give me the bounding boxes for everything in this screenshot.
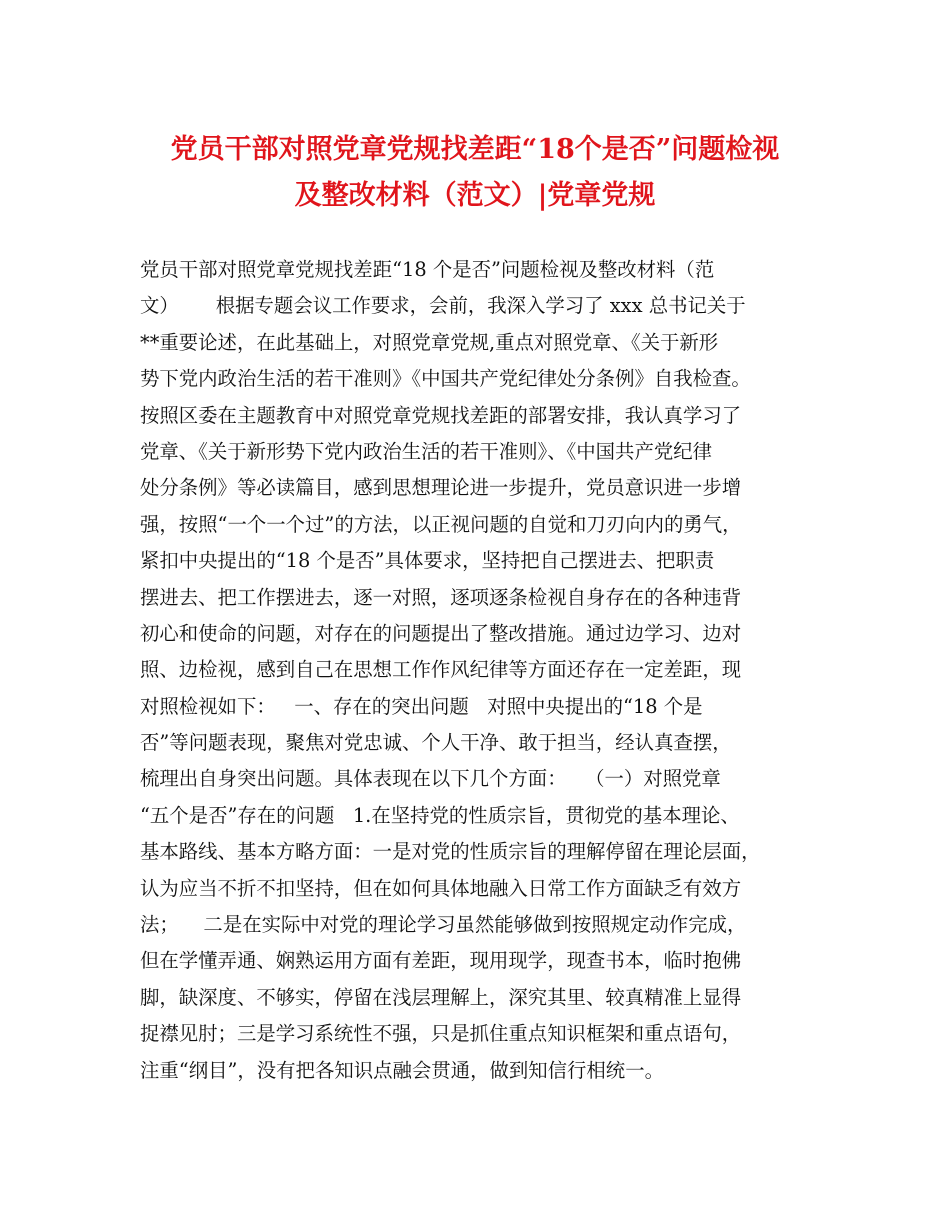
body-line-13: 对照检视如下： 一、存在的突出问题 对照中央提出的“18 个是 — [140, 694, 703, 718]
title-line-1: 党员干部对照党章党规找差距“18个是否”问题检视 — [170, 134, 780, 165]
body-line-5: 按照区委在主题教育中对照党章党规找差距的部署安排，我认真学习了 — [140, 403, 742, 427]
body-line-17: 基本路线、基本方略方面：一是对党的性质宗旨的理解停留在理论层面， — [140, 840, 761, 864]
body-line-16: “五个是否”存在的问题 1.在坚持党的性质宗旨，贯彻党的基本理论、 — [140, 803, 740, 827]
body-line-7: 处分条例》等必读篇目，感到思想理论进一步提升，党员意识进一步增 — [140, 476, 742, 500]
body-line-6: 党章、《关于新形势下党内政治生活的若干准则》、《中国共产党纪律 — [140, 439, 713, 463]
body-line-9: 紧扣中央提出的“18 个是否”具体要求，坚持把自己摆进去、把职责 — [140, 549, 715, 573]
document-title — [100, 127, 850, 219]
body-line-14: 否”等问题表现，聚焦对党忠诚、个人干净、敢于担当，经认真查摆， — [140, 731, 732, 755]
body-line-4: 势下党内政治生活的若干准则》《中国共产党纪律处分条例》自我检查。 — [140, 367, 751, 391]
body-line-12: 照、边检视，感到自己在思想工作作风纪律等方面还存在一定差距，现 — [140, 658, 742, 682]
body-line-22: 捉襟见肘；三是学习系统性不强，只是抓住重点知识框架和重点语句， — [140, 1022, 742, 1046]
title-line-2: 及整改材料（范文）|党章党规 — [294, 180, 656, 211]
body-line-15: 梳理出自身突出问题。具体表现在以下几个方面： （一）对照党章 — [140, 767, 721, 791]
body-line-1: 党员干部对照党章党规找差距“18 个是否”问题检视及整改材料（范 — [140, 258, 715, 281]
body-line-18: 认为应当不折不扣坚持，但在如何具体地融入日常工作方面缺乏有效方 — [140, 876, 742, 900]
body-line-2: 文） 根据专题会议工作要求，会前，我深入学习了 xxx 总书记关于 — [140, 294, 746, 318]
document-body — [140, 252, 820, 1089]
body-line-8: 强，按照“一个一个过”的方法，以正视问题的自觉和刀刃向内的勇气， — [140, 512, 742, 536]
body-line-3: **重要论述，在此基础上，对照党章党规,重点对照党章、《关于新形 — [140, 330, 719, 354]
body-line-20: 但在学懂弄通、娴熟运用方面有差距，现用现学，现查书本，临时抱佛 — [140, 949, 742, 973]
body-line-21: 脚，缺深度、不够实，停留在浅层理解上，深究其里、较真精准上显得 — [140, 985, 742, 1009]
body-line-11: 初心和使命的问题，对存在的问题提出了整改措施。通过边学习、边对 — [140, 621, 742, 645]
body-line-10: 摆进去、把工作摆进去，逐一对照，逐项逐条检视自身存在的各种违背 — [140, 585, 742, 609]
body-line-23: 注重“纲目”，没有把各知识点融会贯通，做到知信行相统一。 — [140, 1058, 664, 1082]
body-line-19: 法； 二是在实际中对党的理论学习虽然能够做到按照规定动作完成， — [140, 913, 747, 937]
